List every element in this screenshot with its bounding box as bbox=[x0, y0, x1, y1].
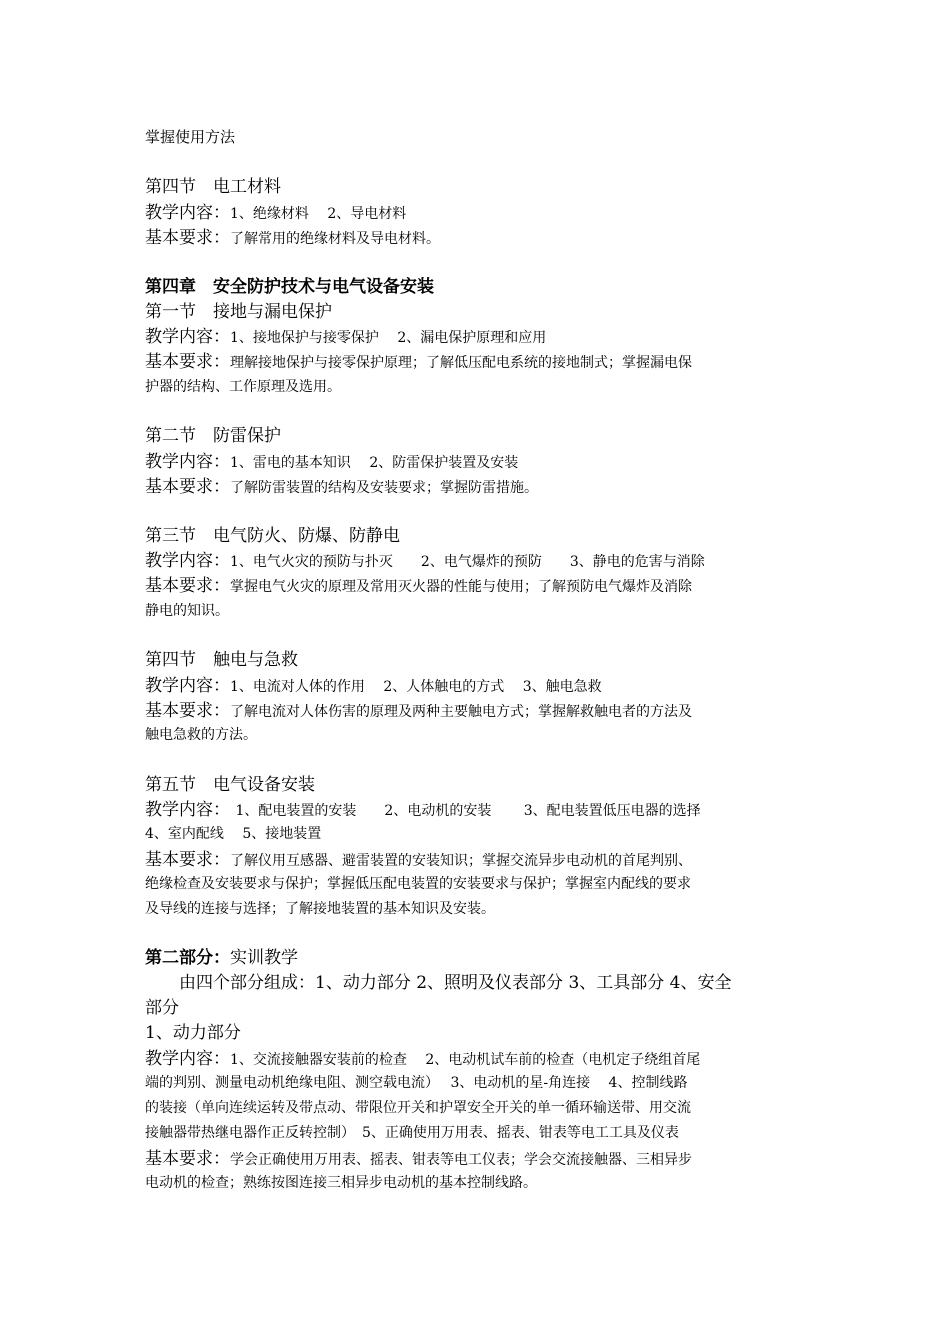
part-heading bbox=[145, 950, 298, 967]
label: 教学内容： bbox=[145, 800, 222, 820]
chapter-heading: 第四章 安全防护技术与电气设备安装 bbox=[145, 277, 434, 297]
text-line: 触电急救的方法。 bbox=[145, 727, 257, 743]
requirement-line bbox=[145, 852, 692, 869]
label: 基本要求： bbox=[145, 701, 230, 721]
text-line: 端的判别、测量电动机绝缘电阻、测空载电流） 3、电动机的星-角连接 4、控制线路 bbox=[145, 1075, 688, 1091]
value: 1、电气火灾的预防与扑灭 2、电气爆炸的预防 3、静电的危害与消除 bbox=[230, 554, 705, 570]
text-line: 4、室内配线 5、接地装置 bbox=[145, 826, 322, 842]
text-line: 接触器带热继电器作正反转控制） 5、正确使用万用表、摇表、钳表等电工工具及仪表 bbox=[145, 1125, 679, 1141]
value: 学会正确使用万用表、摇表、钳表等电工仪表；学会交流接触器、三相异步 bbox=[230, 1152, 692, 1168]
value: 了解仪用互感器、避雷装置的安装知识；掌握交流异步电动机的首尾判别、 bbox=[230, 853, 692, 869]
text-line: 掌握使用方法 bbox=[145, 128, 236, 146]
content-line bbox=[145, 205, 406, 222]
content-line bbox=[145, 454, 518, 471]
label: 基本要求： bbox=[145, 352, 230, 372]
label: 教学内容： bbox=[145, 203, 230, 223]
content-line bbox=[145, 802, 701, 819]
value: 1、雷电的基本知识 2、防雷保护装置及安装 bbox=[230, 455, 519, 471]
text-line: 绝缘检查及安装要求与保护；掌握低压配电装置的安装要求与保护；掌握室内配线的要求 bbox=[145, 876, 691, 892]
section-heading: 第三节 电气防火、防爆、防静电 bbox=[145, 526, 400, 546]
value: 1、交流接触器安装前的检查 2、电动机试车前的检查（电机定子绕组首尾 bbox=[230, 1052, 701, 1068]
label: 基本要求： bbox=[145, 228, 230, 248]
text-line: 静电的知识。 bbox=[145, 603, 229, 619]
content-line bbox=[145, 678, 602, 695]
requirement-line bbox=[145, 703, 692, 720]
section-heading: 第二节 防雷保护 bbox=[145, 426, 281, 446]
label: 基本要求： bbox=[145, 850, 230, 870]
requirement-line bbox=[145, 230, 440, 247]
section-heading: 第四节 电工材料 bbox=[145, 177, 281, 197]
requirement-line bbox=[145, 354, 692, 371]
requirement-line bbox=[145, 479, 538, 496]
value: 了解电流对人体伤害的原理及两种主要触电方式；掌握解救触电者的方法及 bbox=[230, 704, 692, 720]
value: 理解接地保护与接零保护原理；了解低压配电系统的接地制式；掌握漏电保 bbox=[230, 355, 692, 371]
part-label: 第二部分： bbox=[145, 948, 230, 968]
value: 1、绝缘材料 2、导电材料 bbox=[230, 206, 407, 222]
label: 教学内容： bbox=[145, 551, 230, 571]
text-line: 护器的结构、工作原理及选用。 bbox=[145, 379, 341, 395]
label: 教学内容： bbox=[145, 1049, 230, 1069]
requirement-line bbox=[145, 1151, 692, 1168]
label: 教学内容： bbox=[145, 327, 230, 347]
label: 基本要求： bbox=[145, 1149, 230, 1169]
requirement-line bbox=[145, 578, 692, 595]
content-line bbox=[145, 329, 546, 346]
text-line: 由四个部分组成：1、动力部分 2、照明及仪表部分 3、工具部分 4、安全 bbox=[145, 973, 732, 993]
value: 掌握电气火灾的原理及常用灭火器的性能与使用；了解预防电气爆炸及消除 bbox=[230, 579, 692, 595]
text-line: 的装接（单向连续运转及带点动、带限位开关和护罩安全开关的单一循环输送带、用交流 bbox=[145, 1100, 691, 1116]
value: 1、电流对人体的作用 2、人体触电的方式 3、触电急救 bbox=[230, 679, 602, 695]
label: 基本要求： bbox=[145, 477, 230, 497]
part-title: 实训教学 bbox=[230, 948, 298, 968]
label: 教学内容： bbox=[145, 676, 230, 696]
text-line: 及导线的连接与选择；了解接地装置的基本知识及安装。 bbox=[145, 901, 495, 917]
label: 基本要求： bbox=[145, 576, 230, 596]
value: 了解防雷装置的结构及安装要求；掌握防雷措施。 bbox=[230, 480, 538, 496]
value: 1、配电装置的安装 2、电动机的安装 3、配电装置低压电器的选择 bbox=[221, 803, 701, 819]
value: 1、接地保护与接零保护 2、漏电保护原理和应用 bbox=[230, 330, 547, 346]
section-heading: 第一节 接地与漏电保护 bbox=[145, 302, 332, 322]
label: 教学内容： bbox=[145, 452, 230, 472]
content-line bbox=[145, 1051, 700, 1068]
value: 了解常用的绝缘材料及导电材料。 bbox=[230, 231, 440, 247]
content-line bbox=[145, 553, 705, 570]
text-line: 部分 bbox=[145, 998, 179, 1018]
section-heading: 第五节 电气设备安装 bbox=[145, 775, 315, 795]
subsection-heading: 1、动力部分 bbox=[145, 1023, 241, 1043]
text-line: 电动机的检查；熟练按图连接三相异步电动机的基本控制线路。 bbox=[145, 1175, 537, 1191]
section-heading: 第四节 触电与急救 bbox=[145, 650, 298, 670]
